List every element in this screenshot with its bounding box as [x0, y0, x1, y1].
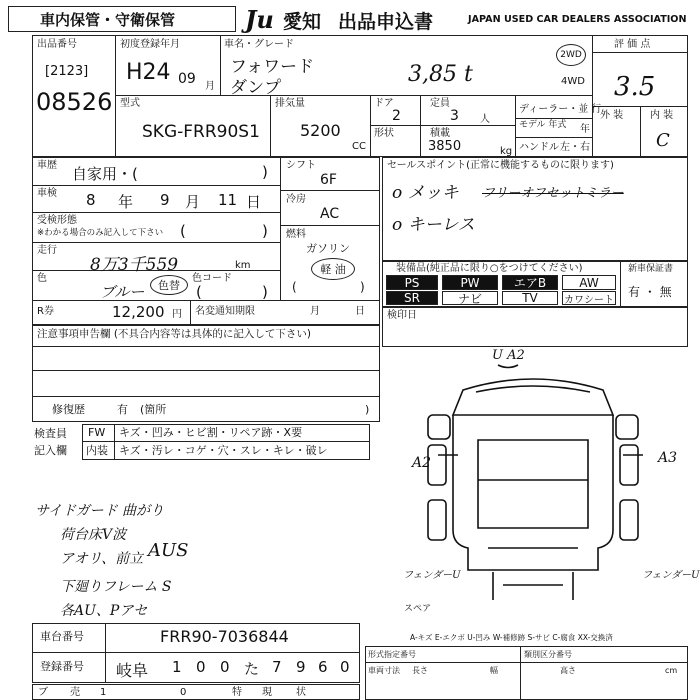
inspection-day-unit: 日 [246, 193, 262, 211]
reg-digit-7: 6 [318, 658, 328, 676]
damage-legend: A-キズ E-エクボ U-凹み W-補修跡 S-サビ C-腐食 XX-交換済 [410, 633, 613, 642]
shape-label: 形状 [374, 128, 394, 139]
inspection-year: 8 [86, 191, 96, 209]
lot-number: 08526 [36, 88, 113, 116]
car-name-label: 車名・グレード [224, 39, 294, 50]
model-label: 型式 [120, 98, 140, 109]
repair-label: 修復歴 [52, 403, 85, 416]
color-change-label: 色替 [158, 279, 180, 292]
color-code-open: ( [196, 283, 202, 301]
inspector-int: 内装 [86, 444, 108, 457]
rfee-unit: 円 [172, 309, 182, 320]
storage-text: 車内保管・守衛保管 [40, 11, 176, 29]
diagram-left-fender: フェンダーU [403, 570, 461, 581]
left-mirror [428, 415, 450, 439]
displacement-label: 排気量 [275, 98, 305, 109]
spec-h2: 類別区分番号 [524, 650, 572, 659]
ju-logo: Ju [245, 5, 274, 34]
capacity-unit: 人 [480, 114, 490, 125]
equip-sr: SR [386, 291, 438, 305]
history-close: ) [262, 163, 268, 181]
ac-value: AC [320, 206, 340, 222]
bottom-item-6: 現 [262, 687, 272, 698]
doors-value: 2 [392, 108, 401, 124]
ownership-label: 受検形態 [37, 215, 77, 226]
reg-digit-2: 0 [196, 658, 206, 676]
bottom-item-1: ブ [38, 687, 48, 698]
inspection-label: 車検 [37, 188, 57, 199]
repair-place: (箇所 [140, 403, 167, 416]
first-reg-label: 初度登録年月 [120, 39, 180, 50]
drive-badge [556, 44, 586, 66]
int-grade: C [656, 130, 670, 151]
note-2: 荷台床V波 [60, 527, 127, 543]
right-tire-rear [620, 500, 638, 540]
inspector-label-2: 記入欄 [34, 444, 67, 457]
ac-label: 冷房 [286, 194, 306, 205]
bottom-strip [32, 684, 360, 700]
truck-diagram [398, 360, 668, 640]
color-value: ブルー [100, 283, 145, 301]
int-label: 内 装 [650, 110, 674, 121]
equip-navi: ナビ [442, 291, 498, 305]
repair-close: ) [365, 403, 370, 416]
registration-label: 登録番号 [40, 660, 84, 673]
bottom-item-4: 0 [180, 687, 187, 698]
rfee-label: R券 [37, 306, 54, 317]
first-reg-month: 09 [178, 71, 196, 87]
fuel-label: 燃料 [286, 229, 306, 240]
inspector-label-1: 検査員 [34, 427, 67, 440]
spec-r1c: 高さ [560, 666, 576, 675]
history-value: 自家用・( [72, 165, 138, 183]
fuel-close: ) [360, 280, 365, 294]
model-year-unit: 年 [580, 124, 590, 135]
cab-outline [453, 379, 613, 415]
car-name: フォワード [230, 57, 315, 77]
fuel-open: ( [292, 280, 297, 294]
inspection-month: 9 [160, 191, 170, 209]
reg-digit-6: 9 [296, 658, 306, 676]
bed-outline [478, 440, 588, 528]
sales-item-struck: フリーオフセットミラー [482, 186, 624, 201]
displacement-value: 5200 [300, 121, 341, 140]
ext-label: 外 装 [600, 110, 624, 121]
spec-r1b: 幅 [490, 666, 498, 675]
note-3: アオリ、前立 [60, 551, 144, 567]
color-change [150, 275, 188, 295]
notes-bracket: AUS [148, 540, 189, 561]
inspector-fw-text: キズ・凹み・ヒビ割・リペア跡・X要 [119, 426, 303, 439]
inspection-year-unit: 年 [118, 193, 134, 211]
diagram-right-fender: フェンダーU [642, 570, 700, 581]
sales-point-box [382, 157, 688, 261]
dealer-type: ディーラー・並 行 [519, 104, 602, 115]
bottom-item-3: 1 [100, 687, 107, 698]
doors-label: ドア [374, 98, 394, 109]
first-reg-year: H24 [126, 60, 171, 85]
fuel-diesel: 軽 油 [320, 263, 346, 276]
car-load: 3,85 t [408, 62, 473, 87]
equip-ps: PS [386, 275, 438, 290]
lot-label: 出品番号 [37, 39, 77, 50]
org-english: JAPAN USED CAR DEALERS ASSOCIATION [468, 14, 687, 25]
lot-sub: [2123] [45, 64, 89, 79]
warranty-value: 有 ・ 無 [628, 285, 672, 299]
diagram-top-label: U A2 [492, 348, 525, 363]
ownership-close: ) [262, 222, 268, 240]
registration-region: 岐阜 [116, 661, 149, 680]
equip-aw: AW [562, 275, 616, 290]
checker-label: 検印日 [387, 310, 417, 321]
notice-day-unit: 日 [355, 306, 365, 317]
payload-label: 積載 [430, 128, 450, 139]
displacement-unit: CC [352, 141, 366, 152]
spec-r1a: 長さ [412, 666, 428, 675]
note-5: 各AU、Pアセ [60, 603, 148, 619]
payload-value: 3850 [428, 139, 462, 154]
color-code-close: ) [262, 283, 268, 301]
bottom-item-5: 特 [232, 687, 242, 698]
history-label: 車歴 [37, 160, 57, 171]
underside [493, 572, 573, 600]
equip-airbag: エアB [502, 275, 558, 290]
top-mark [498, 365, 518, 368]
reg-digit-4: た [244, 660, 260, 678]
model-value: SKG-FRR90S1 [142, 122, 260, 142]
inspector-fw: FW [88, 426, 106, 439]
form-title: 出品申込書 [338, 11, 434, 33]
inspection-day: 11 [218, 191, 238, 209]
ownership-open: ( [180, 222, 186, 240]
mileage-unit: km [235, 260, 251, 271]
color-label: 色 [37, 273, 47, 284]
steering-label: ハンドル [519, 142, 559, 153]
equip-pw: PW [442, 275, 498, 290]
spec-r1: 車両寸法 [368, 666, 400, 675]
chassis-label: 車台番号 [40, 630, 84, 643]
sales-item-2: o キーレス [392, 215, 475, 235]
warranty-label: 新車保証書 [628, 264, 674, 274]
payload-unit: kg [500, 146, 513, 157]
capacity-label: 定員 [430, 98, 450, 109]
first-reg-month-unit: 月 [205, 81, 215, 92]
car-grade: ダンプ [230, 78, 282, 98]
sales-item-1: o メッキ [392, 183, 459, 203]
body-outline [453, 415, 613, 570]
equip-tv: TV [502, 291, 558, 305]
notice-month-unit: 月 [310, 306, 320, 317]
caution-label: 注意事項申告欄 (不具合内容等は具体的に記入して下さい) [37, 328, 312, 340]
shift-label: シフト [286, 160, 316, 171]
checker-box [382, 307, 688, 347]
reg-digit-3: 0 [220, 658, 230, 676]
note-1: サイドガード 曲がり [35, 503, 165, 519]
steering-value: 左・右 [560, 142, 590, 153]
equip-leather: カワシート [562, 291, 616, 305]
equipment-label: 装備品(純正品に限り○をつけてください) [396, 263, 583, 274]
color-code-label: 色コード [192, 273, 232, 284]
grade-label: 評 価 点 [614, 39, 651, 50]
mileage-value: 8万3千559 [90, 255, 179, 275]
ownership-note: ※わかる場合のみ記入して下さい [37, 228, 164, 238]
fuel-gasoline: ガソリン [306, 242, 350, 255]
bottom-item-7: 状 [296, 687, 306, 698]
inspector-int-text: キズ・汚レ・コゲ・穴・スレ・キレ・破レ [119, 444, 328, 457]
model-year: モデル 年式 [519, 120, 567, 130]
chassis-number: FRR90-7036844 [160, 627, 289, 646]
capacity-value: 3 [450, 108, 459, 124]
spec-h1: 形式指定番号 [368, 650, 416, 659]
diagram-left-label: A2 [412, 455, 432, 471]
diagram-right-label: A3 [658, 450, 678, 466]
diagram-spare: スペア [404, 604, 432, 614]
inspection-month-unit: 月 [185, 193, 201, 211]
fuel-diesel-circle [311, 258, 355, 280]
right-mirror [616, 415, 638, 439]
note-4: 下廻りフレーム S [60, 579, 172, 595]
drive-4wd: 4WD [561, 76, 585, 87]
bottom-item-2: 売 [70, 687, 80, 698]
repair-value: 有 [117, 403, 128, 416]
grade-score: 3.5 [614, 72, 656, 102]
mileage-label: 走行 [37, 245, 57, 256]
right-tire-front [620, 445, 638, 485]
spec-unit: cm [665, 666, 678, 675]
notice-label: 名変通知期限 [195, 306, 255, 317]
reg-digit-5: 7 [272, 658, 282, 676]
sales-point-label: セールスポイント(正常に機能するものに限ります) [387, 160, 614, 171]
rfee-value: 12,200 [112, 303, 165, 321]
reg-digit-1: 1 [172, 658, 182, 676]
org-name: 愛知 [283, 11, 322, 33]
shift-value: 6F [320, 172, 337, 188]
left-tire-rear [428, 500, 446, 540]
cab-window [476, 386, 590, 392]
drive-2wd: 2WD [560, 50, 582, 60]
reg-digit-8: 0 [340, 658, 350, 676]
